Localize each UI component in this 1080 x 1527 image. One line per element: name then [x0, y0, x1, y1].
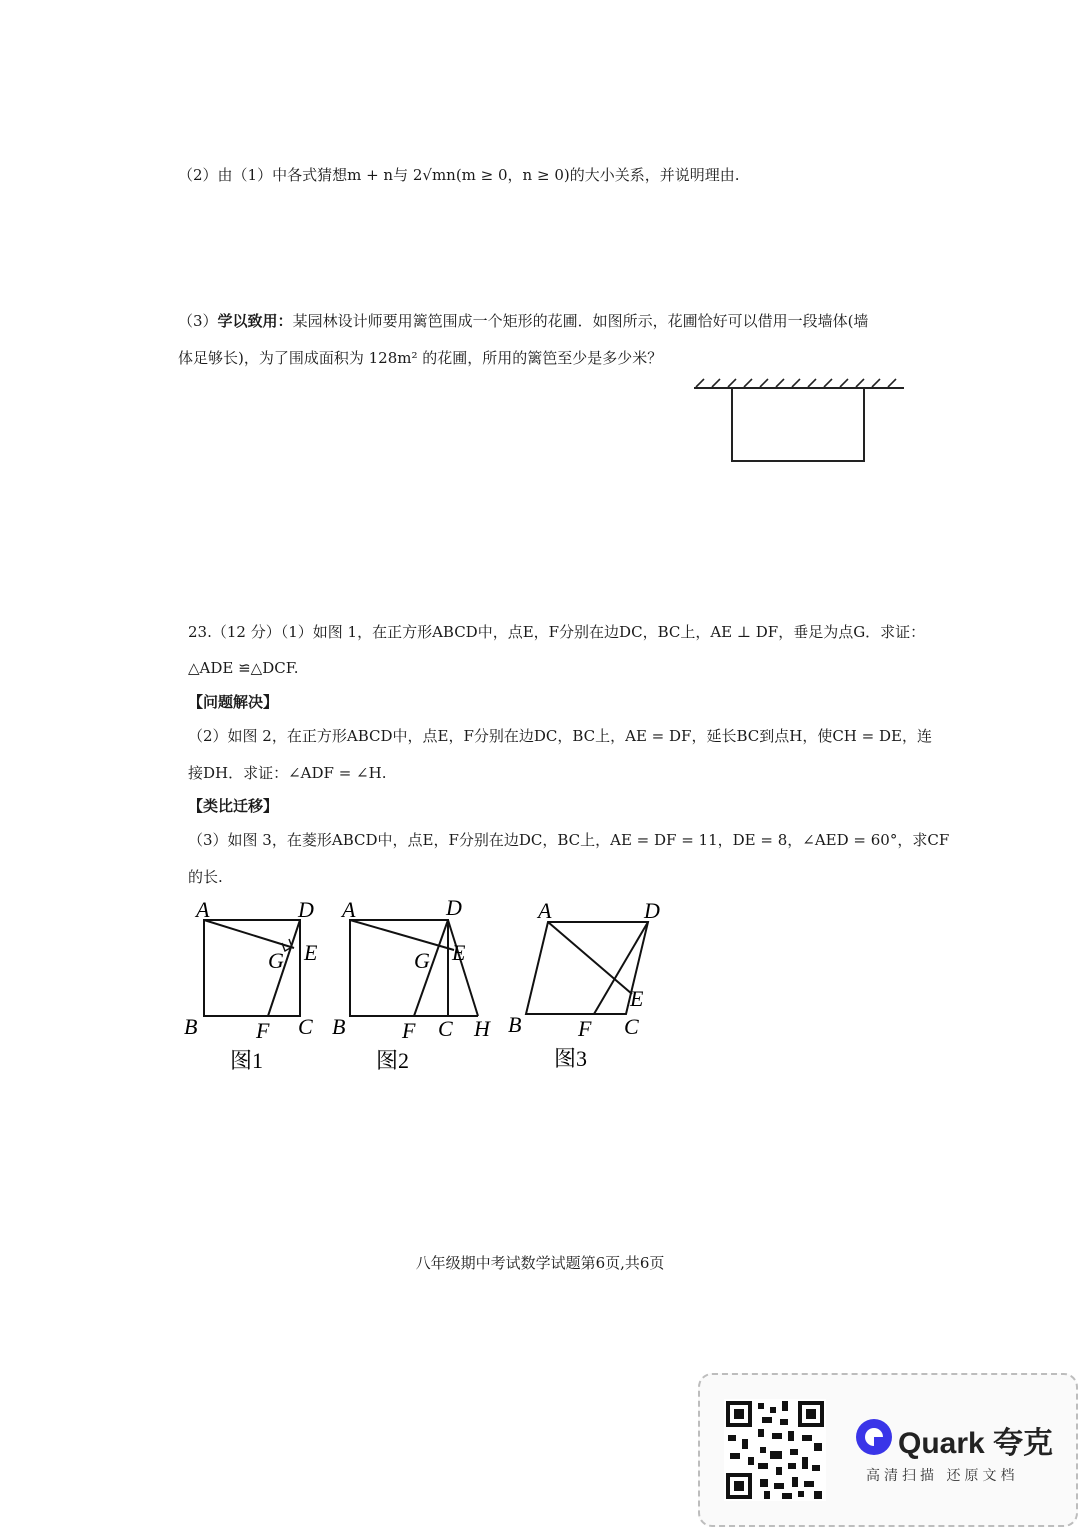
fig3-label-E: E: [630, 986, 644, 1011]
fig1-label-D: D: [298, 897, 314, 922]
q22-part3-label: 学以致用：: [217, 312, 293, 330]
fig2-label-F: F: [402, 1018, 416, 1043]
q23-line3: （2）如图 2，在正方形ABCD中，点E，F分别在边DC，BC上，AE = DF，延长BC到点H，使CH = DE，连: [188, 727, 932, 745]
q22-part3-line2: 体足够长)，为了围成面积为 128m² 的花圃，所用的篱笆至少是多少米？: [178, 349, 663, 367]
fig1-label-B: B: [184, 1014, 198, 1039]
fig2-label-H: H: [474, 1016, 490, 1041]
q22-part3-prefix: （3）: [178, 312, 218, 330]
fig3-label-F: F: [578, 1016, 592, 1041]
fig1-label-C: C: [298, 1014, 313, 1039]
fig3-caption: 图3: [554, 1046, 588, 1071]
q23-line5: （3）如图 3，在菱形ABCD中，点E，F分别在边DC，BC上，AE = DF = 11，DE = 8，∠AED = 60°，求CF: [188, 831, 950, 849]
fig2-label-E: E: [452, 940, 466, 965]
q22-part3-line1: [178, 310, 868, 332]
quark-logo-icon: [855, 1418, 893, 1456]
quark-brand: Quark 夸克: [898, 1427, 1054, 1460]
q23-line1: 23.（12 分）（1）如图 1，在正方形ABCD中，点E，F分别在边DC，BC上，AE ⊥ DF，垂足为点G．求证：: [188, 623, 926, 641]
fig1-label-G: G: [268, 948, 284, 973]
q23-section-problem-solving: 【问题解决】: [188, 693, 279, 711]
fig2-label-D: D: [446, 895, 462, 920]
fig3-label-A: A: [538, 898, 552, 923]
q23-line6: 的长.: [188, 868, 223, 886]
q23-line4: 接DH．求证：∠ADF = ∠H.: [188, 764, 387, 782]
fig3-label-D: D: [644, 898, 660, 923]
fig2-caption: 图2: [376, 1048, 410, 1073]
fig3-label-C: C: [624, 1014, 639, 1039]
fig1-caption: 图1: [230, 1048, 264, 1073]
q23-line2: △ADE ≌△DCF.: [188, 659, 299, 677]
q22-part3-text1: 某园林设计师要用篱笆围成一个矩形的花圃．如图所示，花圃恰好可以借用一段墙体(墙: [292, 312, 869, 330]
geometry-figures: [170, 890, 690, 1080]
qr-code-icon: [724, 1399, 826, 1501]
fig2-label-A: A: [342, 897, 356, 922]
q22-part2: （2）由（1）中各式猜想m + n与 2√mn(m ≥ 0，n ≥ 0)的大小关系，并说明理由.: [178, 166, 740, 184]
fig1-label-A: A: [196, 897, 210, 922]
figure-1: [204, 920, 300, 1016]
garden-figure: [690, 375, 910, 470]
q23-section-analogy: 【类比迁移】: [188, 797, 279, 815]
page-footer: 八年级期中考试数学试题第6页,共6页: [415, 1254, 665, 1272]
quark-subtitle: 高清扫描 还原文档: [866, 1468, 1019, 1484]
fig3-label-B: B: [508, 1012, 522, 1037]
fig2-label-C: C: [438, 1016, 453, 1041]
fig1-label-E: E: [304, 940, 318, 965]
fig2-label-B: B: [332, 1014, 346, 1039]
fig2-label-G: G: [414, 948, 430, 973]
fig1-label-F: F: [256, 1018, 270, 1043]
